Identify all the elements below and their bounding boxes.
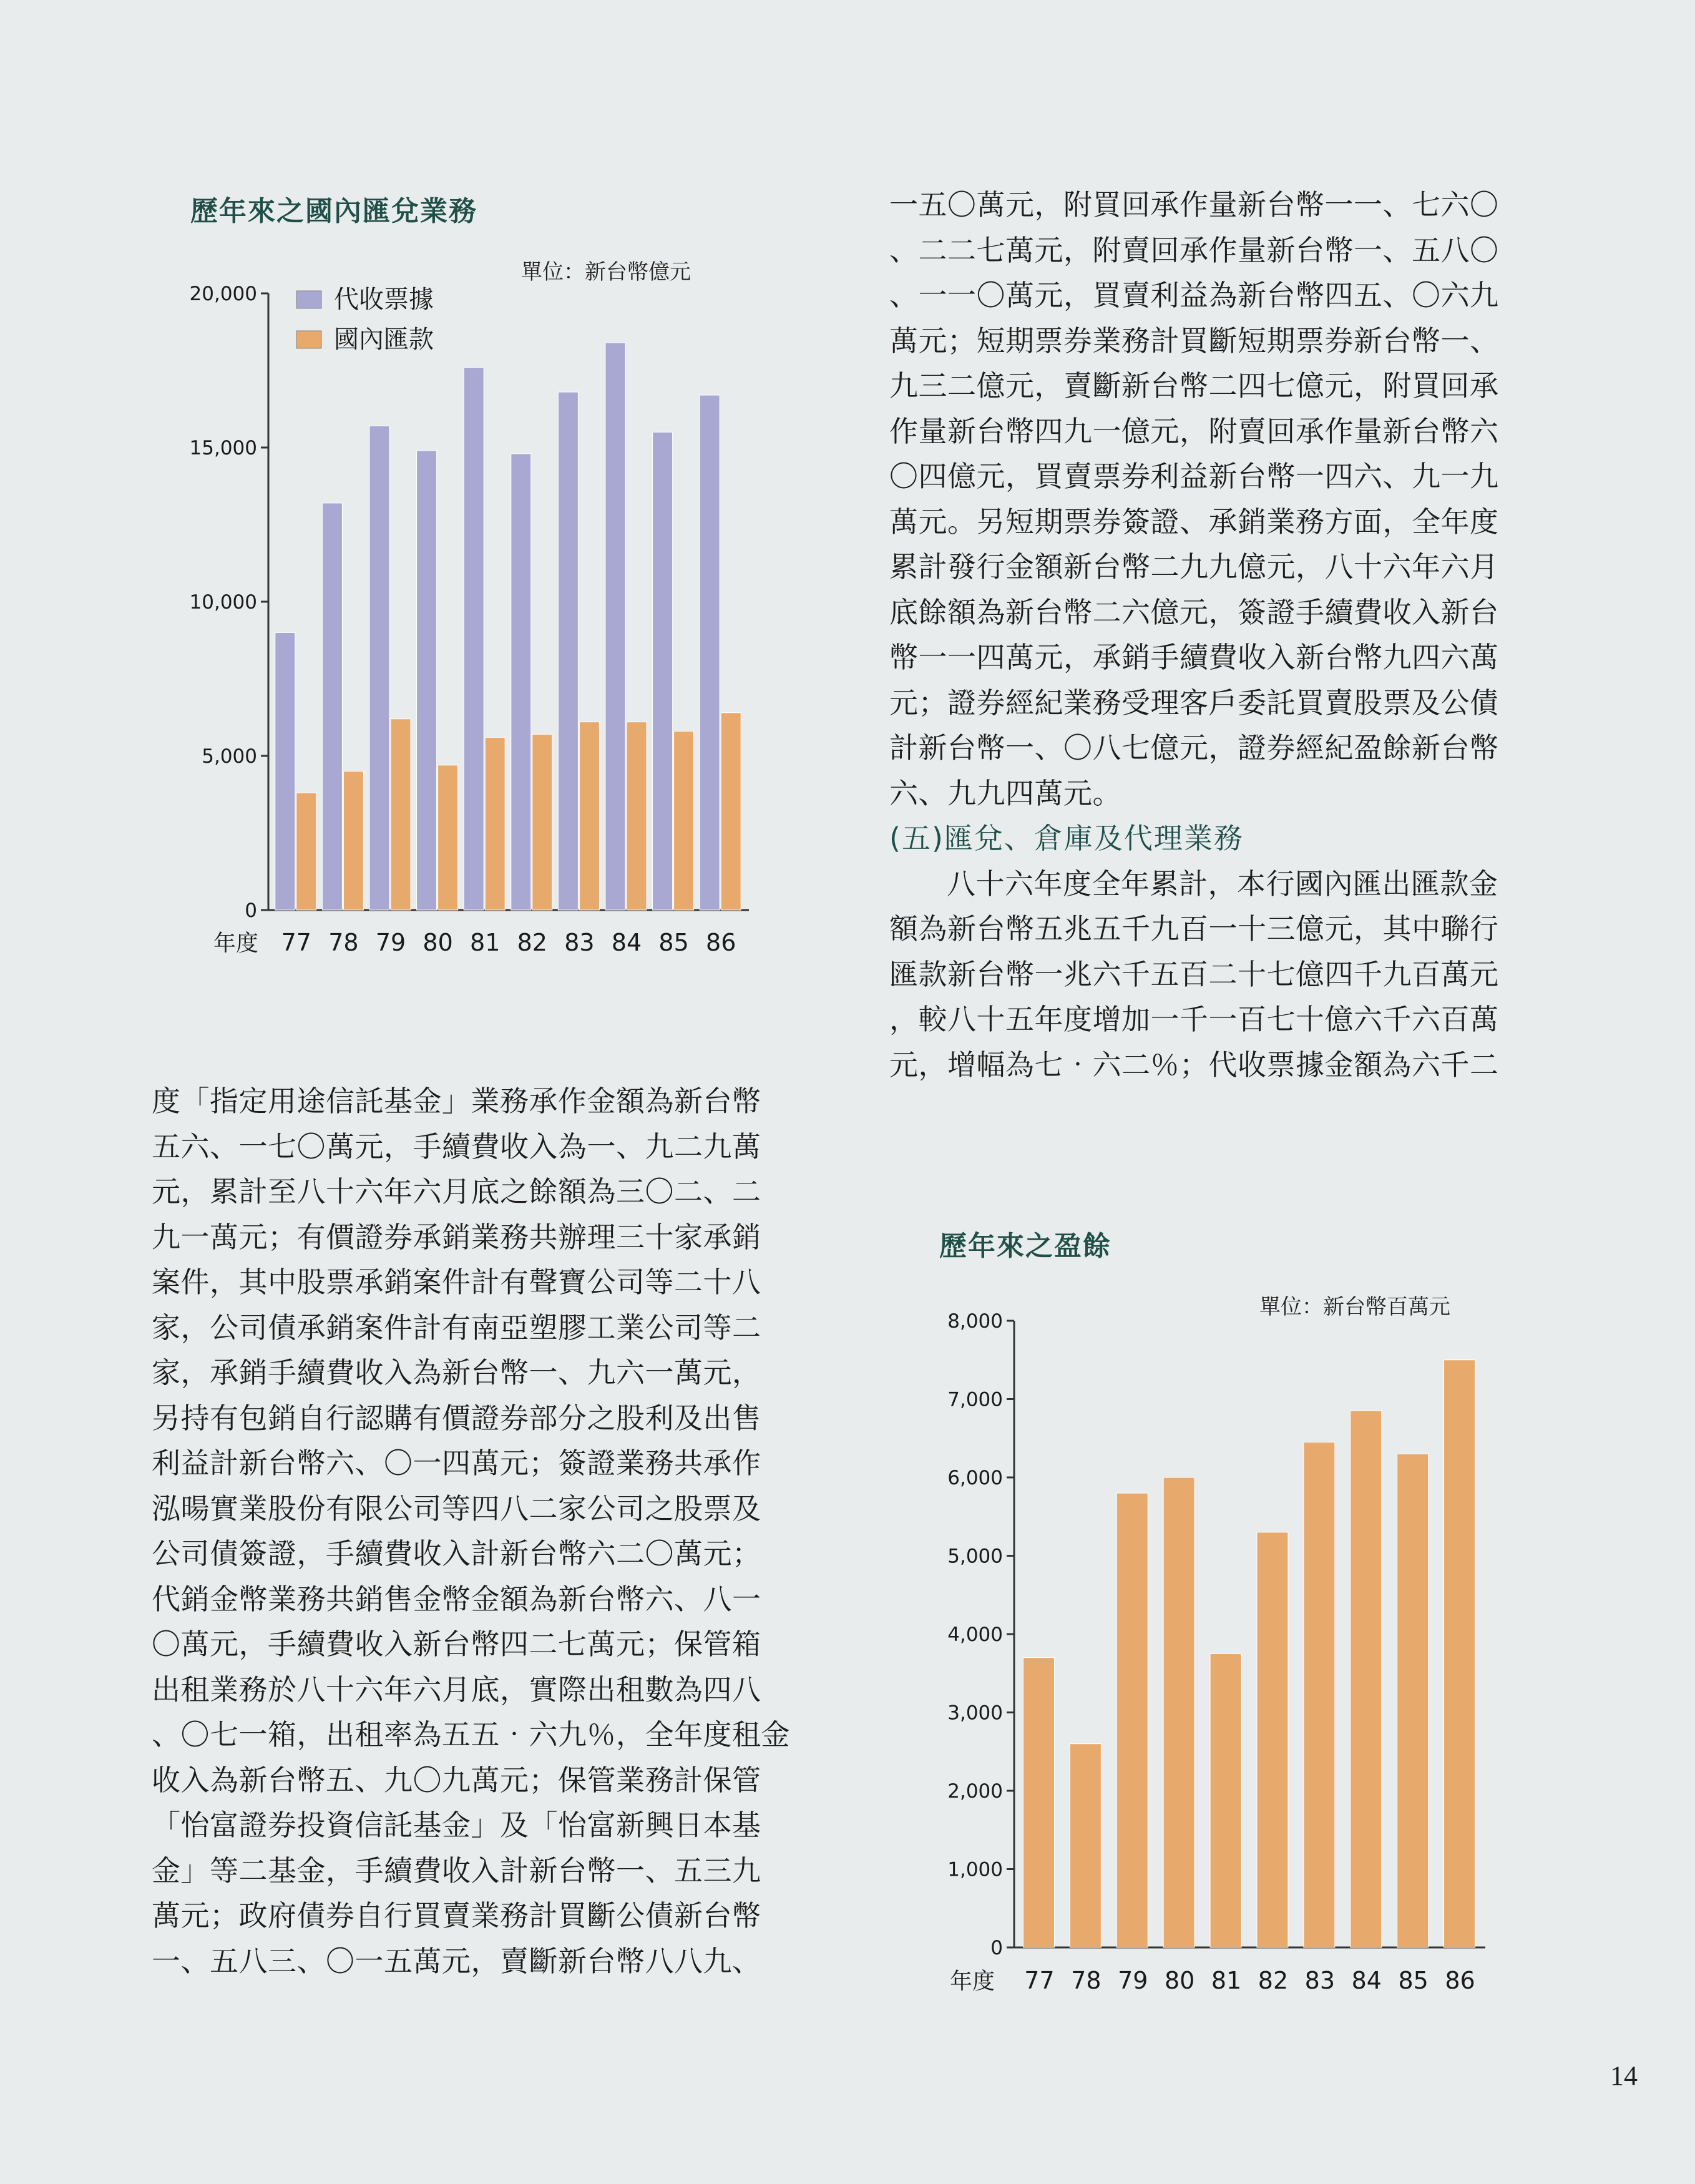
- x-tick-label: 79: [375, 929, 406, 956]
- y-tick-label: 20,000: [189, 283, 257, 305]
- left-column-text: [152, 1079, 790, 1984]
- text-line: 另持有包銷自行認購有價證券部分之股利及出售: [152, 1401, 761, 1435]
- legend-label: 國內匯款: [334, 325, 434, 354]
- bar: [627, 722, 647, 910]
- text-line: 〇萬元，手續費收入新台幣四二七萬元；保管箱: [152, 1627, 761, 1661]
- text-line: 一五〇萬元，附買回承作量新台幣一一、七六〇: [889, 188, 1499, 222]
- bar: [1023, 1658, 1054, 1947]
- bar: [343, 771, 363, 910]
- x-tick-label: 86: [706, 929, 736, 956]
- text-line: 家，公司債承銷案件計有南亞塑膠工業公司等二: [152, 1310, 761, 1344]
- chart1-title: 歷年來之國內匯兌業務: [190, 195, 477, 227]
- bar: [605, 343, 625, 910]
- text-line: 家，承銷手續費收入為新台幣一、九六一萬元，: [152, 1356, 761, 1389]
- text-line: 元，增幅為七‧六二％；代收票據金額為六千二: [889, 1047, 1499, 1082]
- y-tick-label: 5,000: [202, 745, 257, 768]
- bar: [1304, 1442, 1335, 1947]
- y-tick-label: 7,000: [947, 1388, 1003, 1411]
- bar: [558, 392, 578, 910]
- bar: [511, 454, 531, 910]
- text-line: 底餘額為新台幣二六億元，簽證手續費收入新台: [889, 595, 1499, 629]
- x-axis-label: 年度: [949, 1969, 995, 1994]
- x-tick-label: 82: [1258, 1967, 1289, 1994]
- y-tick-label: 1,000: [947, 1858, 1003, 1881]
- bar: [532, 734, 552, 910]
- x-tick-label: 85: [658, 929, 689, 956]
- bar: [721, 713, 741, 910]
- text-line: 出租業務於八十六年六月底，實際出租數為四八: [152, 1672, 761, 1707]
- bar: [1070, 1744, 1101, 1947]
- text-line: 泓暘實業股份有限公司等四八二家公司之股票及: [152, 1491, 761, 1525]
- bar: [1116, 1493, 1148, 1947]
- bar: [417, 451, 437, 910]
- text-line: 萬元；政府債券自行買賣業務計買斷公債新台幣: [152, 1899, 761, 1932]
- bar: [700, 395, 720, 910]
- y-tick-label: 5,000: [947, 1545, 1003, 1568]
- text-line: 利益計新台幣六、〇一四萬元；簽證業務共承作: [152, 1446, 761, 1480]
- x-tick-label: 77: [1024, 1967, 1055, 1994]
- legend-swatch: [296, 331, 321, 348]
- x-tick-label: 82: [517, 929, 547, 956]
- text-line: 六、九九四萬元。: [889, 776, 1121, 810]
- text-line: 代銷金幣業務共銷售金幣金額為新台幣六、八一: [152, 1582, 761, 1616]
- text-line: 九一萬元；有價證券承銷業務共辦理三十家承銷: [152, 1220, 761, 1254]
- text-line: 「怡富證券投資信託基金」及「怡富新興日本基: [152, 1808, 761, 1842]
- domestic-remittance-chart: [175, 268, 761, 961]
- legend-label: 代收票據: [334, 285, 434, 314]
- bar: [653, 432, 673, 910]
- x-tick-label: 86: [1445, 1967, 1475, 1994]
- text-line: 、〇七一箱，出租率為五五‧六九％，全年度租金: [152, 1718, 790, 1751]
- y-tick-label: 3,000: [947, 1702, 1003, 1725]
- y-tick-label: 8,000: [947, 1310, 1003, 1333]
- x-tick-label: 83: [1304, 1967, 1336, 1994]
- y-tick-label: 0: [245, 899, 257, 922]
- text-line: 匯款新台幣一兆六千五百二十七億四千九百萬元: [889, 957, 1499, 991]
- x-tick-label: 80: [1164, 1967, 1195, 1994]
- text-line: 、二二七萬元，附賣回承作量新台幣一、五八〇: [889, 233, 1499, 267]
- text-line: 萬元；短期票券業務計買斷短期票券新台幣一、: [889, 323, 1499, 358]
- text-line: 、一一〇萬元，買賣利益為新台幣四五、〇六九: [889, 278, 1499, 312]
- y-tick-label: 15,000: [189, 437, 257, 459]
- bar: [438, 765, 458, 910]
- y-tick-label: 4,000: [947, 1623, 1003, 1646]
- bar: [1163, 1477, 1194, 1947]
- x-tick-label: 83: [564, 929, 595, 956]
- text-line: 幣一一四萬元，承銷手續費收入新台幣九四六萬: [889, 640, 1499, 674]
- bar: [1257, 1532, 1288, 1947]
- text-line: 金」等二基金，手續費收入計新台幣一、五三九: [152, 1853, 761, 1888]
- legend-swatch: [296, 291, 321, 308]
- bar: [275, 632, 295, 910]
- bar: [1210, 1653, 1241, 1947]
- text-line: 五六、一七〇萬元，手續費收入為一、九二九萬: [152, 1129, 761, 1163]
- x-tick-label: 85: [1398, 1967, 1429, 1994]
- text-line: 九三二億元，賣斷新台幣二四七億元，附買回承: [889, 369, 1499, 403]
- y-tick-label: 0: [990, 1937, 1003, 1959]
- bar: [579, 722, 599, 910]
- bar: [1397, 1454, 1429, 1947]
- page-number: 14: [1610, 2060, 1638, 2091]
- text-line: 收入為新台幣五、九〇九萬元；保管業務計保管: [152, 1763, 761, 1797]
- text-line: 萬元。另短期票券簽證、承銷業務方面，全年度: [889, 504, 1499, 539]
- earnings-chart: [917, 1298, 1504, 2004]
- right-column-text: [889, 182, 1499, 816]
- text-line: 計新台幣一、〇八七億元，證券經紀盈餘新台幣: [889, 731, 1499, 765]
- x-tick-label: 81: [1211, 1967, 1242, 1994]
- x-axis-label: 年度: [213, 931, 259, 956]
- bar: [391, 719, 411, 910]
- x-tick-label: 79: [1118, 1967, 1148, 1994]
- bar: [1444, 1360, 1475, 1947]
- x-tick-label: 84: [1351, 1967, 1382, 1994]
- y-tick-label: 2,000: [947, 1780, 1003, 1803]
- x-tick-label: 84: [611, 929, 642, 956]
- text-line: 作量新台幣四九一億元，附賣回承作量新台幣六: [889, 414, 1499, 448]
- bar: [1351, 1411, 1382, 1947]
- text-line: 八十六年度全年累計，本行國內匯出匯款金: [947, 866, 1498, 901]
- bar: [464, 368, 484, 910]
- text-line: 累計發行金額新台幣二九九億元，八十六年六月: [889, 550, 1499, 584]
- section-heading: (五)匯兌、倉庫及代理業務: [889, 821, 1244, 855]
- chart2-title: 歷年來之盈餘: [939, 1230, 1111, 1262]
- bar: [369, 426, 389, 910]
- x-tick-label: 78: [328, 929, 359, 956]
- chart1-unit-label: 單位：新台幣億元: [521, 260, 691, 285]
- bar: [296, 793, 316, 910]
- bar: [322, 503, 342, 910]
- chart2-unit-label: 單位：新台幣百萬元: [1259, 1295, 1450, 1320]
- text-line: 額為新台幣五兆五千九百一十三億元，其中聯行: [889, 912, 1499, 946]
- bar: [674, 731, 694, 910]
- text-line: 案件，其中股票承銷案件計有聲寶公司等二十八: [152, 1265, 761, 1299]
- y-tick-label: 10,000: [189, 591, 257, 614]
- bar: [485, 737, 505, 910]
- y-tick-label: 6,000: [947, 1467, 1003, 1489]
- text-line: 〇四億元，買賣票券利益新台幣一四六、九一九: [889, 459, 1499, 493]
- remittance-section: [889, 816, 1499, 1087]
- text-line: 一、五八三、〇一五萬元，賣斷新台幣八八九、: [152, 1944, 761, 1978]
- x-tick-label: 77: [281, 929, 311, 956]
- text-line: ，較八十五年度增加一千一百七十億六千六百萬: [889, 1002, 1499, 1036]
- text-line: 元，累計至八十六年六月底之餘額為三〇二、二: [152, 1175, 761, 1208]
- text-line: 度「指定用途信託基金」業務承作金額為新台幣: [152, 1084, 761, 1118]
- x-tick-label: 81: [470, 929, 501, 956]
- text-line: 公司債簽證，手續費收入計新台幣六二〇萬元；: [152, 1537, 761, 1570]
- x-tick-label: 80: [423, 929, 453, 956]
- x-tick-label: 78: [1071, 1967, 1102, 1994]
- text-line: 元；證券經紀業務受理客戶委託買賣股票及公債: [889, 685, 1499, 720]
